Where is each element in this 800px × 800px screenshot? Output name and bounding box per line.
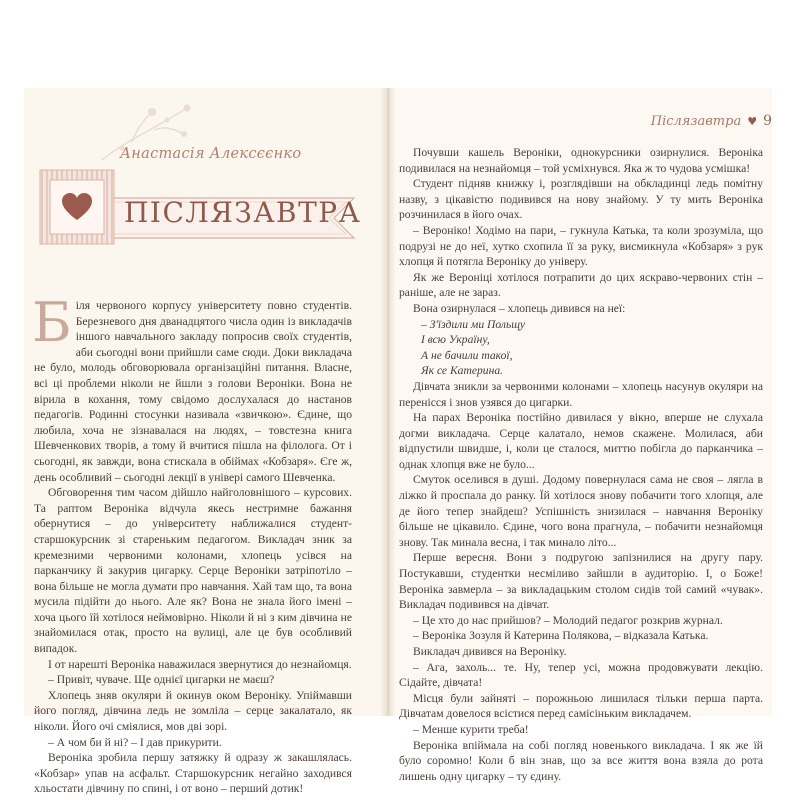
paragraph: Хлопець зняв окуляри й окинув оком Вероніку. Упіймавши його погляд, дівчина ледь не зомліла – серце закалатало, як ніколи. Його очі сміялися, мов дві зорі. <box>34 688 352 734</box>
paragraph: – Вероніко! Ходімо на пари, – гукнула Катька, та коли зрозуміла, що подрузі не до неї, хутко схопила її за руку, висмикнула «Кобзаря» з рук хлопця й потягла Вероніку до універу. <box>399 223 763 269</box>
author-name: Анастасія Алексєєнко <box>120 146 302 162</box>
running-header <box>651 113 772 129</box>
verse-line: І всю Україну, <box>421 333 490 347</box>
paragraph: – Вероніка Зозуля й Катерина Полякова, – відказала Катька. <box>413 629 709 643</box>
paragraph: Почувши кашель Вероніки, однокурсники озирнулися. Вероніка подивилася на незнайомця – той усміхнувся. Яка ж то чудова усмішка! <box>399 146 763 175</box>
paragraph-text: іля червоного корпусу університету повно студентів. Березневого дня дванадцятого числа один із викладачів іншого навчального закладу попросив своїх студентів, аби сьогодні вони прийшли саме сюди. Доки викладача не було, молодь обговорювала організаційні питання. Власне, всі ці проблеми ніколи не йшли з голови Вероніки. Вона не вірила в кохання, тому свідомо дослухалася до настанов педагогів. Родинні стосунки називала «звичкою». Єдине, що любила, хоча не зізнавалася на людях, – товстезна книга Шевченкових творів, а тому й вчитися пішла на філолога. От і сьогодні, як завжди, вона стискала в обіймах «Кобзаря». Єге ж, день особливий – сьогодні лекції в універі самого Шевченка. <box>34 299 352 484</box>
heart-icon: ♥ <box>747 114 758 128</box>
paragraph: Вероніка впіймала на собі погляд новенького викладача. І як же їй було соромно! Коли б він знав, що за все життя вона взяла до рота лишень одну цигарку – ту єдину. <box>399 738 763 783</box>
paragraph: – Ага, захоль... те. Ну, тепер усі, можна продовжувати лекцію. Сідайте, дівчата! <box>399 660 763 690</box>
paragraph: Дівчата зникли за червоними колонами – хлопець насунув окуляри на перенісся і знов узявся до цигарки. <box>399 379 763 409</box>
paragraph: Викладач дивився на Вероніку. <box>413 645 567 658</box>
left-text-column <box>32 291 352 797</box>
chapter-title: ПІСЛЯЗАВТРА <box>124 196 362 229</box>
paragraph: І от нарешті Вероніка наважилася звернутися до незнайомця. <box>48 657 352 671</box>
paragraph: – Привіт, чуваче. Ще однієї цигарки не маєш? <box>48 673 275 687</box>
right-text-column <box>399 145 763 784</box>
paragraph: Вона озирнулася – хлопець дивився на неї: <box>413 301 626 315</box>
verse-line: Як се Катерина. <box>421 364 504 378</box>
verse-line: – З'їздили ми Польщу <box>421 317 525 331</box>
running-title: Післязавтра <box>650 113 742 129</box>
paragraph: – А чом би й ні? – І дав прикурити. <box>48 735 222 749</box>
paragraph: Вероніка зробила першу затяжку й одразу ж закашлялась. «Кобзар» упав на асфальт. Старшокурсник негайно заходився хльостати дівчину по спині, і от воно – перший дотик! <box>34 751 352 796</box>
paragraph: – Це хто до нас прийшов? – Молодий педагог розкрив журнал. <box>413 613 723 627</box>
drop-cap: Б <box>32 291 72 354</box>
paragraph: Місця були зайняті – порожньою лишилася тільки перша парта. Дівчатам довелося всістися перед самісіньким викладачем. <box>399 691 763 721</box>
paragraph: Студент підняв книжку і, розглядівши на обкладинці ледь помітну назву, з цікавістю подивився на нову знайому. У ту мить Вероніка розчинилася в його очах. <box>399 177 763 222</box>
paragraph: Смуток оселився в душі. Додому повернулася сама не своя – лягла в ліжко й проспала до ранку. Їй хотілося знову побачити того хлопця, але де його тепер знайдеш? Успішність знизилася – навчання Вероніку більше не цікавило. Єдине, чого вона прагнула, – побачити незнайомця знову. Так минала весна, і так минало літо... <box>399 473 763 549</box>
paragraph <box>32 291 352 485</box>
page-number: 9 <box>763 113 772 129</box>
paragraph: Обговорення тим часом дійшло найголовнішого – курсових. Та раптом Вероніка відчула якесь нестримне бажання обернутися – до університету наближалися студент-старшокурсник зі стареньким педагогом. Викладач зник за кремезними червоними колонами, хлопець усівся на парканчику й закурив цигарку. Серце Вероніки затріпотіло – вона більше не могла думати про навчання. Хай там що, та вона мусила підійти до нього. Але як? Вона не знала його імені – хоча цього їй хотілося неймовірно. Ніколи й ні з ким дівчина не знайомилася отак, просто на вулиці, але це був особливий випадок. <box>34 486 352 656</box>
paragraph: – Менше курити треба! <box>413 722 529 736</box>
verse-line: А не бачили такої, <box>421 348 513 362</box>
paragraph: Перше вересня. Вони з подругою запізнилися на другу пару. Постукавши, студентки несміливо зайшли в аудиторію. І, о Боже! Вероніка завмерла – за викладацьким столом сидів той самий «чувак». Викладач подивився на дівчат. <box>399 551 763 612</box>
book-gutter <box>380 88 396 716</box>
paragraph: На парах Вероніка постійно дивилася у вікно, вперше не слухала догми викладача. Серце калатало, немов скажене. Молилася, аби відпустили швидше, і, коли це сталося, миттю побігла до парканчика – однак хлопця вже не було... <box>399 411 763 471</box>
paragraph: Як же Вероніці хотілося потрапити до цих яскраво-червоних стін – раніше, але не зараз. <box>399 270 763 300</box>
